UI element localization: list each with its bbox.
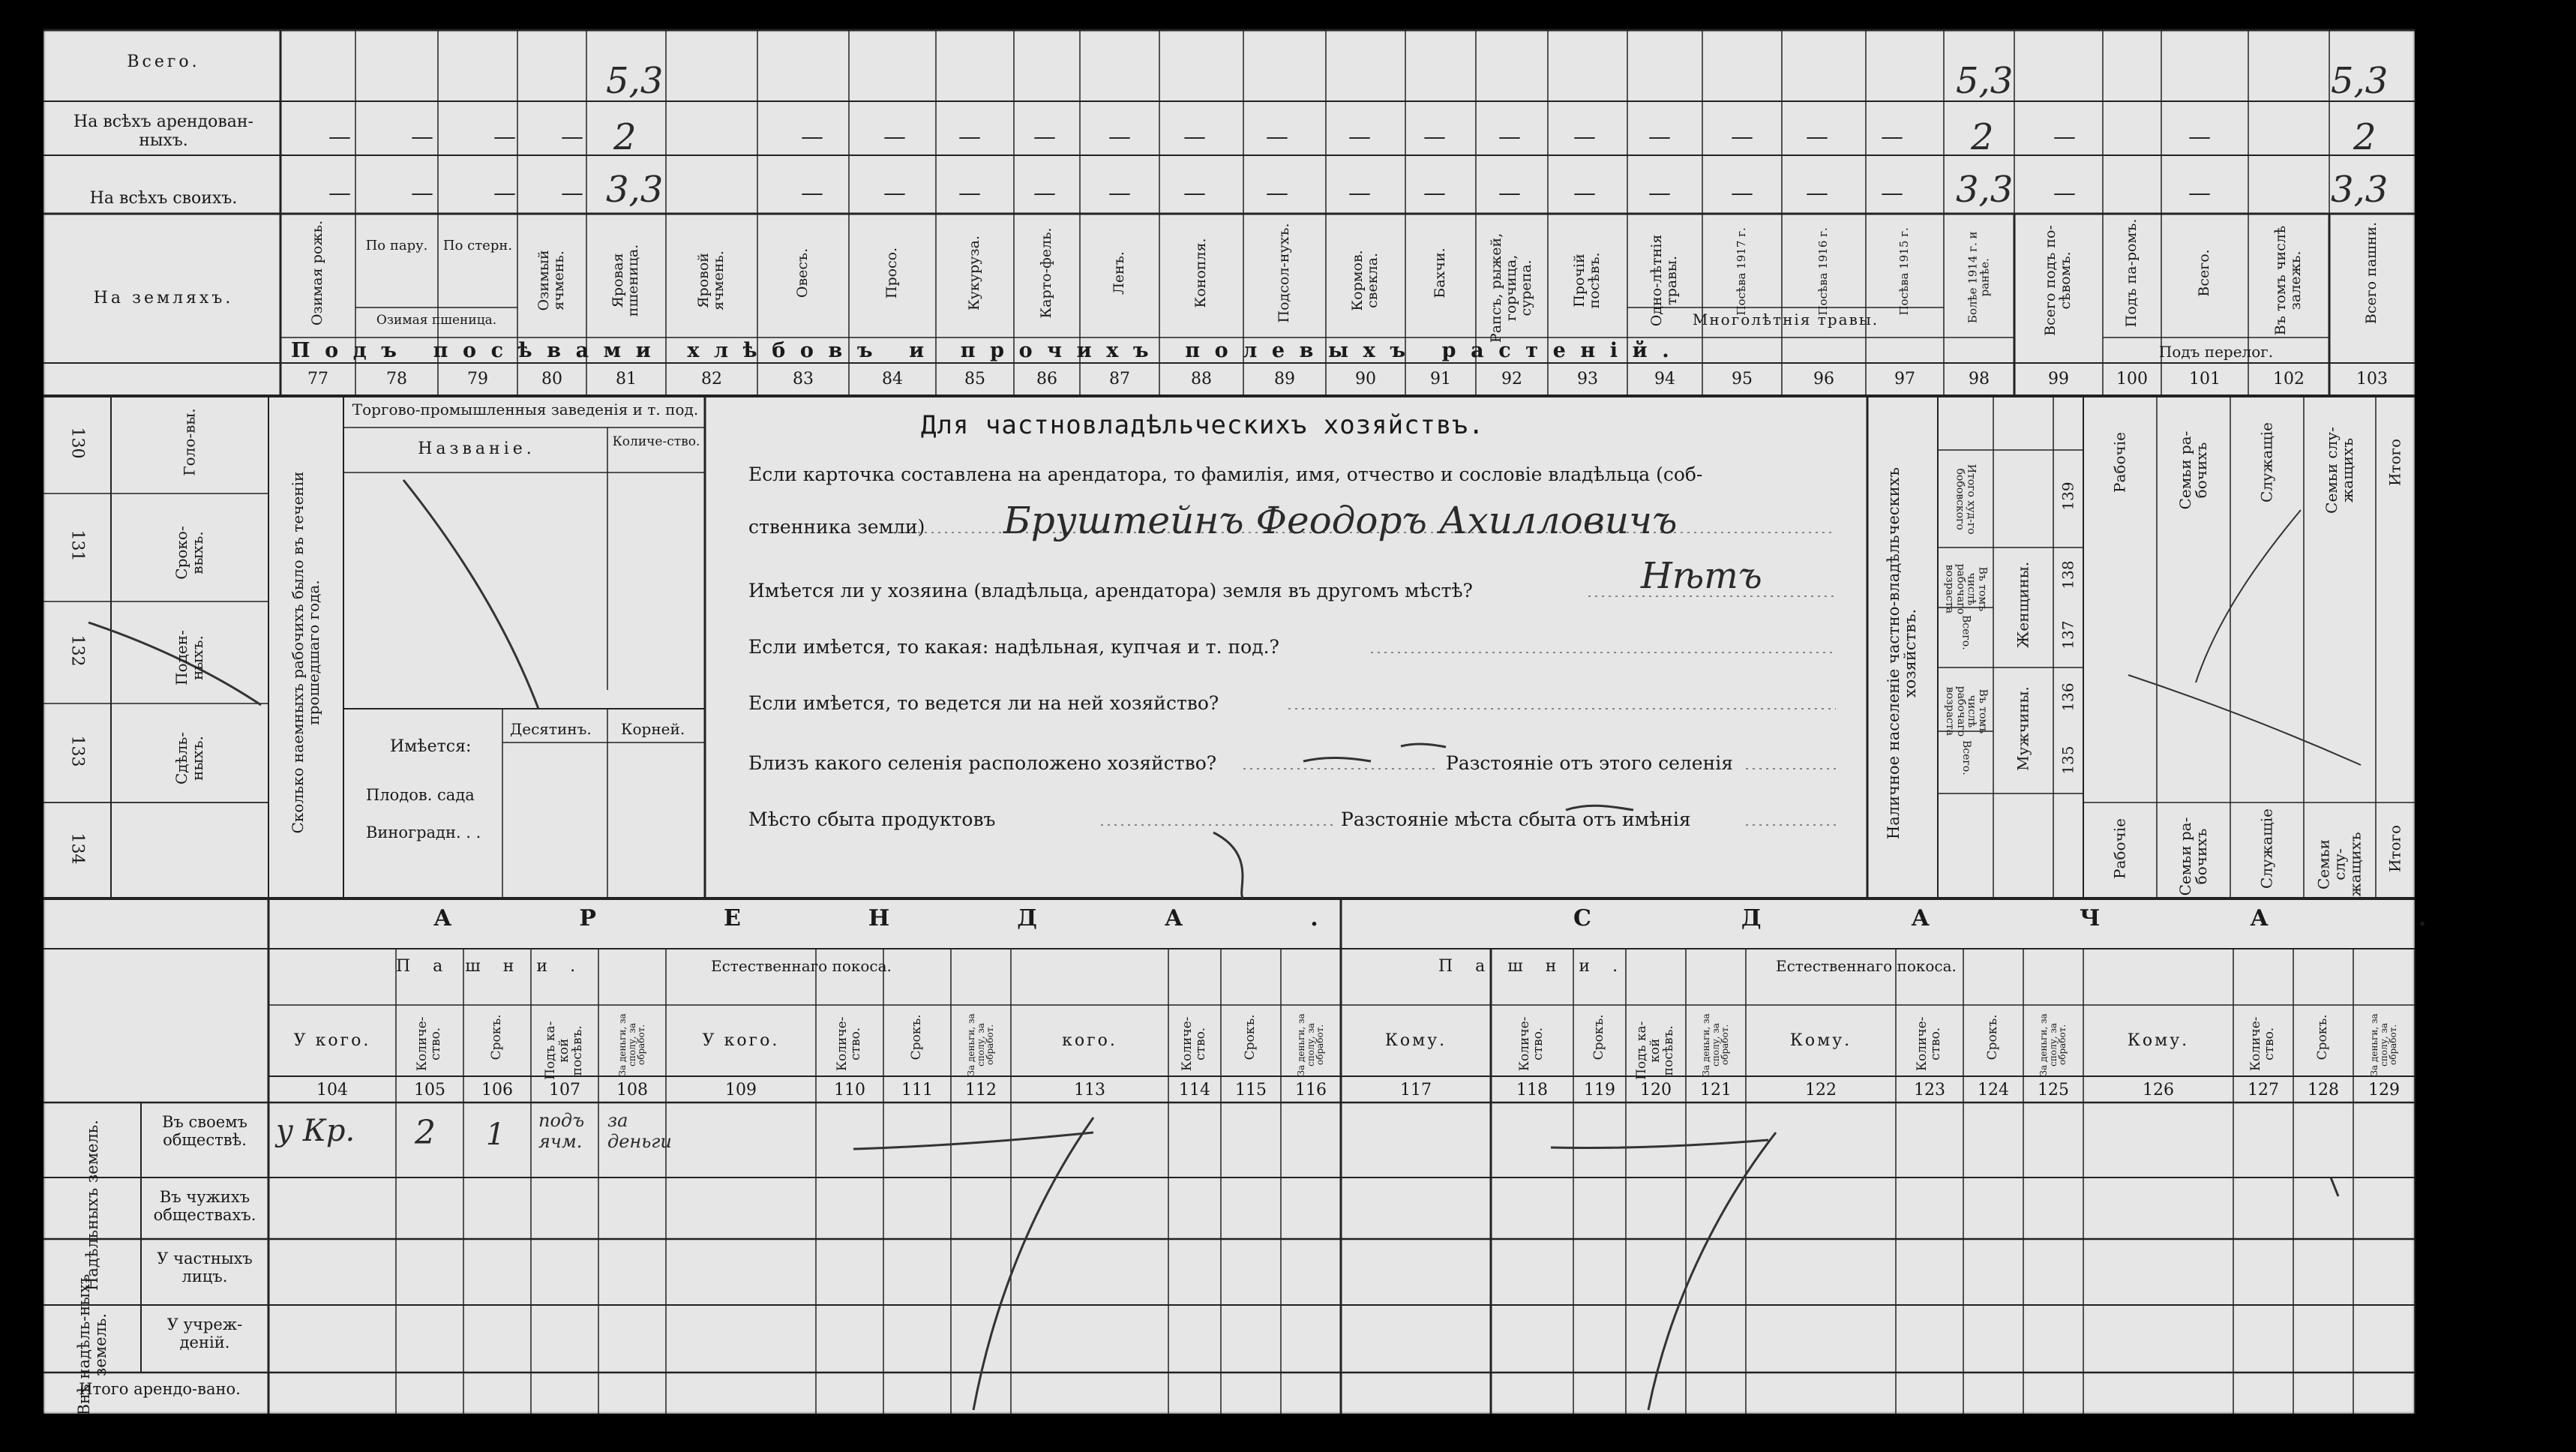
- hw-dash-aren-r12: —: [1731, 124, 1753, 150]
- col-header-125: За деньги, за сполу, за обработ.: [2038, 1013, 2068, 1076]
- side-top-0: Рабочіе: [2110, 432, 2129, 493]
- nalich-label: Наличное населеніе частно-владѣльческихъ хозяйствъ.: [1884, 467, 1919, 840]
- col-header-95: Посѣва 1917 г.: [1735, 227, 1749, 316]
- col-number-119: 119: [1584, 1081, 1615, 1100]
- col-number-92: 92: [1501, 370, 1522, 388]
- side-top-3: Семьи слу-жащихъ: [2323, 427, 2356, 514]
- col-number-101: 101: [2189, 370, 2221, 388]
- muzhchiny-label: Мужчины.: [2014, 686, 2032, 771]
- hw-dash-aren-r5: —: [1183, 124, 1206, 150]
- col-number-123: 123: [1914, 1081, 1945, 1100]
- hw-dash-aren-2: —: [493, 124, 516, 150]
- col-header-90: Кормов. свекла.: [1349, 250, 1381, 311]
- col-number-83: 83: [793, 370, 814, 388]
- hw-dash-svoi-x1: —: [2188, 180, 2211, 206]
- hw-net-answer: Нѣтъ: [1641, 555, 1762, 597]
- col-number-81: 81: [616, 370, 637, 388]
- hw-dash-aren-r13: —: [1806, 124, 1828, 150]
- pashni-arenda: Пашни.: [396, 957, 598, 976]
- col-header-81: Яровая пшеница.: [610, 244, 641, 317]
- desyatin-label: Десятинъ.: [510, 720, 592, 738]
- hw-arend-99: 2: [1971, 116, 1994, 158]
- col-number-139: 139: [2059, 482, 2077, 511]
- pencil-stroke: [973, 1118, 1093, 1410]
- col-header-85: Кукуруза.: [966, 235, 983, 310]
- col-number-127: 127: [2248, 1081, 2279, 1100]
- hw-105: 2: [415, 1114, 436, 1152]
- vinograd-label: Виноградн. . .: [366, 824, 481, 842]
- hw-dash-aren-0: —: [328, 124, 351, 150]
- hw-dash-aren-r3: —: [1033, 124, 1056, 150]
- hw-dash-aren-r7: —: [1348, 124, 1371, 150]
- pencil-stroke: [1303, 758, 1371, 761]
- side-top-2: Служащіе: [2257, 422, 2276, 502]
- row-2: У частныхъ лицъ.: [157, 1250, 253, 1286]
- hw-dash-svoi-r1: —: [883, 180, 906, 206]
- torg-title: Торгово-промышленныя заведенія и т. под.: [352, 400, 699, 418]
- col-header-94: Одно-лѣтнія травы.: [1648, 234, 1680, 327]
- hw-dash-aren-r4: —: [1108, 124, 1131, 150]
- vne-nadel-label: Внѣ надѣль-ныхъ земель.: [74, 1274, 109, 1416]
- hw-vsego-81: 5,3: [606, 60, 664, 102]
- side-bottom-3: Семьи слу-жащихъ: [2314, 832, 2365, 897]
- col-number-115: 115: [1235, 1081, 1267, 1100]
- col-header-88: Конопля.: [1192, 238, 1210, 308]
- col-header-101: Всего.: [2196, 249, 2213, 297]
- q2-text: Имѣется ли у хозяина (владѣльца, арендатора) земля въ другомъ мѣстѣ?: [748, 580, 1473, 602]
- col-header-83: Овесъ.: [794, 248, 811, 298]
- hw-dash-aren-r0: —: [801, 124, 823, 150]
- col-number-128: 128: [2308, 1081, 2339, 1100]
- row-svoikh: На всѣхъ своихъ.: [89, 189, 238, 208]
- col-header-122: Кому.: [1789, 1031, 1852, 1050]
- hw-dash-svoi-r6: —: [1266, 180, 1288, 206]
- hw-owner-name: Бруштейнъ Феодоръ Ахилловичъ: [1003, 499, 1678, 542]
- ozim-pshenitsa-label: Озимая пшеница.: [376, 313, 497, 328]
- col-number-125: 125: [2038, 1081, 2069, 1100]
- col-header-89: Подсол-нухъ.: [1276, 223, 1293, 323]
- hw-dash-svoi-r3: —: [1033, 180, 1056, 206]
- col-number-116: 116: [1295, 1081, 1327, 1100]
- pencil-stroke: [1213, 832, 1243, 898]
- col-number-132: 132: [67, 634, 87, 667]
- col-header-86: Карто-фель.: [1038, 227, 1055, 319]
- pencil-stroke: [2331, 1178, 2338, 1196]
- col-number-131: 131: [67, 530, 87, 562]
- col-header-104: У кого.: [293, 1031, 371, 1050]
- est-pokosa-arenda: Естественнаго покоса.: [711, 957, 892, 975]
- col-header-92: Рапсъ, рыжей, горчица, сурепа.: [1488, 232, 1534, 344]
- col-header-82: Яровой ячмень.: [695, 250, 727, 310]
- col-header-97: Посѣва 1915 г.: [1897, 227, 1912, 316]
- col-header-115: Срокъ.: [1243, 1014, 1258, 1060]
- pencil-stroke: [1551, 1140, 1768, 1148]
- col-header-106: Срокъ.: [489, 1014, 505, 1060]
- col-number-87: 87: [1109, 370, 1130, 388]
- side-bottom-2: Служащіе: [2257, 808, 2276, 889]
- zhenshchiny-label: Женщины.: [2014, 561, 2032, 649]
- col-header-129: За деньги, за сполу, за обработ.: [2369, 1013, 2399, 1076]
- col-number-122: 122: [1805, 1081, 1837, 1100]
- col-number-112: 112: [965, 1081, 997, 1100]
- col-number-138: 138: [2059, 560, 2077, 590]
- col-number-110: 110: [834, 1081, 865, 1100]
- hw-dash-aren-1: —: [411, 124, 433, 150]
- row-vsego: Всего.: [127, 52, 200, 71]
- hw-arend-103: 2: [2353, 116, 2377, 158]
- col-number-84: 84: [882, 370, 903, 388]
- row-na-zemlyakh: На земляхъ.: [93, 289, 234, 308]
- hw-dash-svoi-r11: —: [1648, 180, 1671, 206]
- q1a-text: Если карточка составлена на арендатора, то фамилія, имя, отчество и сословіе владѣльца (соб-: [748, 464, 1703, 485]
- side-bottom-0: Рабочіе: [2110, 818, 2129, 879]
- col-number-117: 117: [1400, 1081, 1432, 1100]
- pencil-stroke: [1648, 1132, 1776, 1410]
- col-number-104: 104: [316, 1081, 348, 1100]
- col-number-103: 103: [2356, 370, 2388, 388]
- col-header-84: Просо.: [883, 247, 901, 299]
- col-number-108: 108: [616, 1081, 648, 1100]
- col-number-114: 114: [1179, 1081, 1210, 1100]
- col-number-78: 78: [386, 370, 407, 388]
- hw-svoi-81: 3,3: [606, 169, 664, 211]
- col-header-102: Въ томъ числѣ залежь.: [2272, 225, 2304, 336]
- col-number-100: 100: [2116, 370, 2148, 388]
- col-number-111: 111: [901, 1081, 933, 1100]
- arenda-title: АРЕНДА.: [433, 905, 1446, 932]
- col-number-95: 95: [1732, 370, 1753, 388]
- hw-dash-svoi-1: —: [411, 180, 433, 206]
- est-pokosa-sdacha: Естественнаго покоса.: [1776, 957, 1957, 975]
- col-number-97: 97: [1894, 370, 1915, 388]
- hw-dash-svoi-r4: —: [1108, 180, 1131, 206]
- col-number-137: 137: [2059, 620, 2077, 650]
- pod-perelog-label: Подъ перелог.: [2158, 343, 2274, 361]
- hw-dash-svoi-r9: —: [1498, 180, 1521, 206]
- left-header-132: Поден-ныхъ.: [172, 630, 206, 686]
- naemnye-label: Сколько наемныхъ рабочихъ было въ теченіи прошедшаго года.: [289, 471, 322, 834]
- hw-vsego-103: 5,3: [2331, 60, 2389, 102]
- kolichestvo-label: Количе-ство.: [612, 434, 700, 449]
- col-header-103: Всего пашни.: [2363, 221, 2380, 325]
- col-header-91: Бахчи.: [1432, 248, 1449, 298]
- col-number-79: 79: [467, 370, 488, 388]
- hw-dash-svoi-r12: —: [1731, 180, 1753, 206]
- q1b-text: ственника земли): [748, 516, 925, 538]
- col-number-82: 82: [701, 370, 722, 388]
- hw-dash-svoi-x0: —: [2053, 180, 2076, 206]
- col-number-99: 99: [2048, 370, 2069, 388]
- col-number-88: 88: [1191, 370, 1212, 388]
- pop-header-139: Итого худ-го бобовского: [1954, 464, 1978, 535]
- col-number-120: 120: [1640, 1081, 1672, 1100]
- imeetsya-label: Имѣется:: [390, 737, 472, 756]
- hw-arend-81: 2: [613, 116, 637, 158]
- pencil-stroke: [1401, 744, 1446, 747]
- col-header-96: Посѣва 1916 г.: [1816, 227, 1831, 316]
- col-header-98: Болѣе 1914 г. и ранѣе.: [1966, 231, 1991, 324]
- col-header-78: По пару.: [365, 238, 428, 254]
- col-header-87: Ленъ.: [1111, 251, 1128, 295]
- col-number-121: 121: [1700, 1081, 1732, 1100]
- col-number-109: 109: [725, 1081, 757, 1100]
- pop-header-137: Всего.: [1960, 615, 1972, 650]
- col-number-136: 136: [2059, 682, 2077, 712]
- hw-dash-aren-x0: —: [2053, 124, 2076, 150]
- col-number-91: 91: [1430, 370, 1451, 388]
- col-header-77: Озимая рожь.: [309, 220, 326, 326]
- col-number-93: 93: [1577, 370, 1598, 388]
- hw-dash-svoi-r0: —: [801, 180, 823, 206]
- mnogolet-travy-label: Многолѣтнія травы.: [1692, 310, 1879, 328]
- col-header-116: За деньги, за сполу, за обработ.: [1296, 1013, 1326, 1076]
- col-header-80: Озимый ячмень.: [535, 250, 567, 311]
- pashni-sdacha: Пашни.: [1438, 957, 1641, 976]
- nazvanie-label: Названіе.: [418, 440, 535, 458]
- side-top-1: Семьи ра-бочихъ: [2176, 430, 2210, 510]
- hw-svoi-103: 3,3: [2331, 169, 2389, 211]
- col-number-90: 90: [1355, 370, 1376, 388]
- pop-header-136: Въ томъ числѣ рабочаго возраста: [1943, 686, 1989, 736]
- pencil-stroke: [403, 480, 538, 709]
- hw-dash-aren-r6: —: [1266, 124, 1288, 150]
- hw-vsego-99: 5,3: [1956, 60, 2014, 102]
- hw-dash-aren-r2: —: [958, 124, 981, 150]
- col-header-105: Количе-ство.: [415, 1016, 443, 1072]
- col-header-121: За деньги, за сполу, за обработ.: [1701, 1013, 1731, 1076]
- col-number-77: 77: [307, 370, 328, 388]
- left-header-130: Голо-вы.: [180, 408, 199, 476]
- col-header-93: Прочій посѣвъ.: [1571, 252, 1603, 309]
- q3-text: Если имѣется, то какая: надѣльная, купчая и т. под.?: [748, 636, 1279, 658]
- col-number-126: 126: [2143, 1081, 2174, 1100]
- col-header-124: Срокъ.: [1985, 1014, 2001, 1060]
- col-number-85: 85: [964, 370, 985, 388]
- pencil-stroke: [853, 1132, 1093, 1149]
- col-number-124: 124: [1978, 1081, 2009, 1100]
- hw-dash-svoi-3: —: [561, 180, 583, 206]
- q5a-text: Близъ какого селенія расположено хозяйство?: [748, 752, 1217, 774]
- col-header-127: Количе-ство.: [2248, 1016, 2277, 1072]
- korney-label: Корней.: [621, 720, 685, 738]
- q4-text: Если имѣется, то ведется ли на ней хозяйство?: [748, 692, 1219, 714]
- hw-dash-svoi-r14: —: [1881, 180, 1903, 206]
- private-title: Для частновладѣльческихъ хозяйствъ.: [921, 410, 1485, 440]
- hw-dash-svoi-2: —: [493, 180, 516, 206]
- hw-dash-svoi-0: —: [328, 180, 351, 206]
- hw-108: за деньги: [607, 1110, 672, 1152]
- col-header-112: За деньги, за сполу, за обработ.: [966, 1013, 996, 1076]
- nadel-label: Надѣльныхъ земель.: [82, 1120, 101, 1291]
- col-number-98: 98: [1969, 370, 1990, 388]
- row-3: У учреж-деній.: [166, 1316, 243, 1352]
- pencil-stroke: [2128, 675, 2361, 765]
- q5b-text: Разстояніе отъ этого селенія: [1446, 752, 1734, 774]
- hw-dash-aren-r11: —: [1648, 124, 1671, 150]
- pop-header-138: Въ томъ числѣ рабочаго возраста: [1943, 563, 1989, 615]
- pencil-stroke: [2196, 510, 2301, 682]
- col-number-129: 129: [2368, 1081, 2400, 1100]
- hw-dash-svoi-r13: —: [1806, 180, 1828, 206]
- hw-106: 1: [486, 1118, 505, 1152]
- hw-dash-aren-r10: —: [1573, 124, 1596, 150]
- pop-header-135: Всего.: [1960, 740, 1972, 776]
- hw-dash-svoi-r5: —: [1183, 180, 1206, 206]
- col-number-96: 96: [1813, 370, 1834, 388]
- side-bottom-1: Семьи ра-бочихъ: [2176, 817, 2210, 896]
- hw-dash-aren-r14: —: [1881, 124, 1903, 150]
- pod-posevami-title: Подъ посѣвами хлѣбовъ и прочихъ полевыхъ растеній.: [291, 339, 1684, 362]
- hw-dash-aren-r8: —: [1423, 124, 1446, 150]
- col-header-107: Подъ ка-кой посѣвъ.: [543, 1021, 585, 1080]
- col-number-102: 102: [2273, 370, 2305, 388]
- row-0: Въ своемъ обществѣ.: [162, 1113, 247, 1150]
- col-number-134: 134: [67, 832, 87, 865]
- col-header-120: Подъ ка-кой посѣвъ.: [1634, 1021, 1676, 1080]
- col-header-126: Кому.: [2127, 1031, 2190, 1050]
- row-arendovannykh: На всѣхъ арендован-ныхъ.: [73, 112, 253, 151]
- col-header-114: Количе-ство.: [1180, 1016, 1208, 1072]
- hw-dash-aren-r9: —: [1498, 124, 1521, 150]
- col-header-118: Количе-ство.: [1517, 1016, 1546, 1072]
- col-header-109: У кого.: [702, 1031, 780, 1050]
- left-header-133: Сдѣль-ныхъ.: [172, 731, 206, 785]
- sdacha-title: СДАЧА.: [1573, 905, 2576, 932]
- q6b-text: Разстояніе мѣста сбыта отъ имѣнія: [1341, 808, 1691, 830]
- side-bottom-4: Итого: [2386, 824, 2404, 873]
- row-itogo: Итого арендо-вано.: [79, 1380, 241, 1398]
- col-header-79: По стерн.: [442, 238, 513, 254]
- hw-dash-aren-r1: —: [883, 124, 906, 150]
- col-header-111: Срокъ.: [909, 1014, 925, 1060]
- col-header-128: Срокъ.: [2315, 1014, 2331, 1060]
- q6a-text: Мѣсто сбыта продуктовъ: [748, 808, 996, 830]
- hw-dash-aren-x1: —: [2188, 124, 2211, 150]
- col-number-80: 80: [541, 370, 562, 388]
- col-header-99: Всего подъ по-сѣвомъ.: [2042, 225, 2074, 336]
- col-number-118: 118: [1516, 1081, 1548, 1100]
- col-header-119: Срокъ.: [1591, 1014, 1607, 1060]
- col-header-110: Количе-ство.: [835, 1016, 863, 1072]
- col-number-89: 89: [1274, 370, 1295, 388]
- col-number-94: 94: [1654, 370, 1675, 388]
- hw-dash-svoi-r10: —: [1573, 180, 1596, 206]
- col-number-105: 105: [414, 1081, 445, 1100]
- hw-dash-svoi-r8: —: [1423, 180, 1446, 206]
- hw-104: у Кр.: [276, 1114, 355, 1148]
- row-1: Въ чужихъ обществахъ.: [153, 1188, 256, 1225]
- col-number-113: 113: [1074, 1081, 1105, 1100]
- col-number-106: 106: [481, 1081, 513, 1100]
- col-number-130: 130: [67, 427, 87, 459]
- hw-107: подъ ячм.: [538, 1110, 585, 1152]
- col-header-117: Кому.: [1384, 1031, 1447, 1050]
- col-header-108: За деньги, за сполу, за обработ.: [617, 1013, 647, 1076]
- hw-dash-svoi-r2: —: [958, 180, 981, 206]
- col-header-100: Подъ па-ромъ.: [2123, 218, 2140, 328]
- col-number-135: 135: [2059, 745, 2077, 775]
- col-number-86: 86: [1036, 370, 1057, 388]
- col-header-123: Количе-ство.: [1915, 1016, 1943, 1072]
- side-top-4: Итого: [2386, 438, 2404, 487]
- hw-dash-svoi-r7: —: [1348, 180, 1371, 206]
- census-card: [43, 30, 2576, 1416]
- col-header-113: кого.: [1062, 1031, 1117, 1050]
- col-number-133: 133: [67, 735, 87, 767]
- hw-svoi-99: 3,3: [1956, 169, 2014, 211]
- left-header-131: Сроко-выхъ.: [172, 526, 206, 580]
- hw-dash-aren-3: —: [561, 124, 583, 150]
- plodov-label: Плодов. сада: [366, 786, 475, 804]
- col-number-107: 107: [549, 1081, 580, 1100]
